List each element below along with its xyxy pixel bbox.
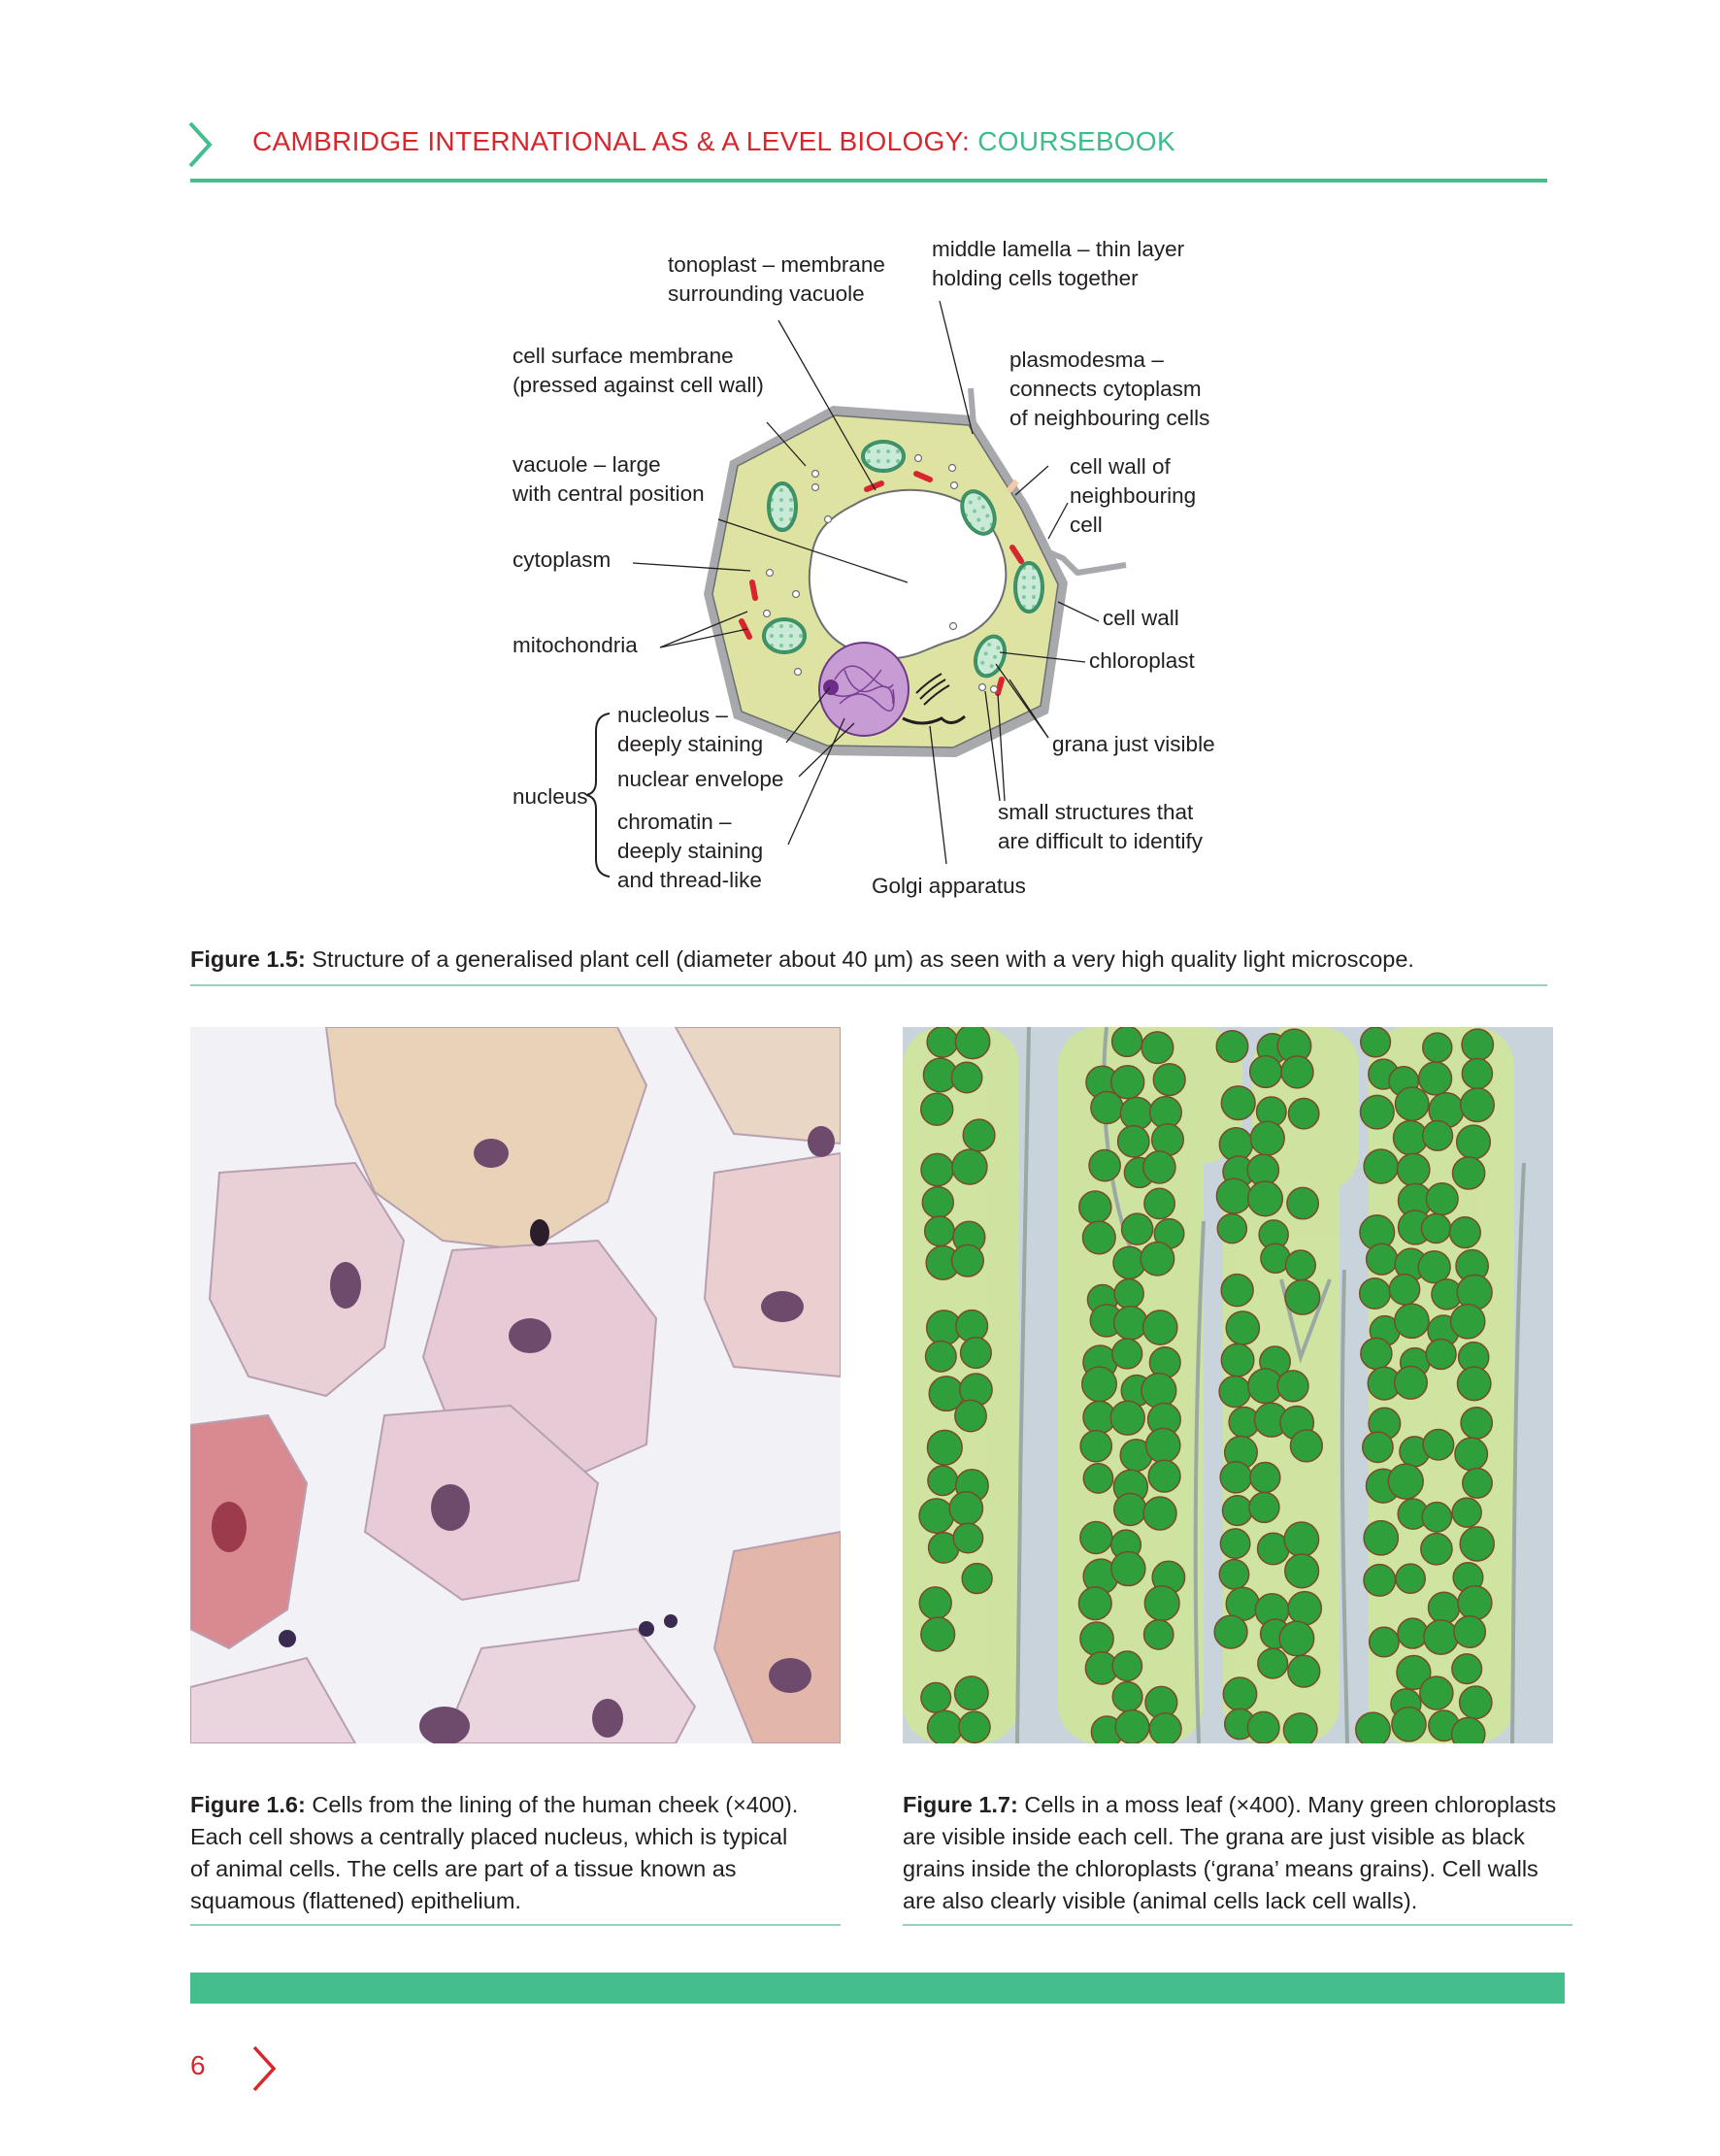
header-title-green: COURSEBOOK bbox=[977, 126, 1175, 156]
chloroplast-grain bbox=[949, 1492, 982, 1525]
chloroplast-grain bbox=[1423, 1429, 1454, 1460]
chloroplast-grain bbox=[951, 1062, 981, 1092]
label-mitochondria: mitochondria bbox=[513, 633, 638, 657]
chloroplast-grain bbox=[928, 1466, 958, 1496]
chloroplast-grain bbox=[1080, 1431, 1111, 1462]
figure-1-6-line: Cells from the lining of the human cheek (×400). bbox=[305, 1792, 799, 1817]
chloroplast-grain bbox=[1396, 1087, 1429, 1120]
label-tonoplast: tonoplast – membrane surrounding vacuole bbox=[668, 252, 885, 306]
chloroplast-grain bbox=[1120, 1097, 1152, 1129]
chloroplast-grain bbox=[1422, 1503, 1451, 1532]
chloroplast-grain bbox=[1220, 1529, 1249, 1558]
chloroplast-grain bbox=[1288, 1098, 1318, 1128]
page-number: 6 bbox=[190, 2050, 206, 2080]
chloroplast-grain bbox=[1141, 1243, 1174, 1276]
caption-rule bbox=[903, 1924, 1572, 1926]
label-nuclear-envelope: nuclear envelope bbox=[617, 767, 784, 791]
figure-1-5-label: Figure 1.5: bbox=[190, 946, 306, 972]
label-small-structures: small structures that are difficult to identify bbox=[998, 800, 1203, 853]
chloroplast-grain bbox=[1452, 1654, 1482, 1684]
chloroplast-grain bbox=[928, 1710, 963, 1743]
chloroplast-grain bbox=[1226, 1311, 1259, 1344]
label-cytoplasm: cytoplasm bbox=[513, 547, 612, 572]
figure-1-6-label: Figure 1.6: bbox=[190, 1792, 306, 1817]
chloroplast-grain bbox=[1146, 1428, 1180, 1462]
chloroplast-grain bbox=[927, 1430, 962, 1465]
chloroplast-grain bbox=[1143, 1497, 1176, 1530]
chloroplast-grain bbox=[961, 1338, 992, 1369]
chloroplast-grain bbox=[919, 1499, 953, 1533]
chloroplast-grain bbox=[955, 1027, 989, 1059]
chloroplast-grain bbox=[1461, 1408, 1492, 1439]
chloroplast-grain bbox=[1420, 1676, 1453, 1709]
label-nucleolus: nucleolus – deeply staining bbox=[617, 703, 764, 756]
chloroplast-grain bbox=[1364, 1149, 1398, 1183]
chloroplast-grain bbox=[1144, 1586, 1179, 1621]
chloroplast-grain bbox=[959, 1711, 990, 1742]
chloroplast-grain bbox=[1288, 1655, 1320, 1687]
chloroplast-grain bbox=[1112, 1651, 1141, 1680]
chloroplast-grain bbox=[1111, 1552, 1145, 1586]
chloroplast-grain bbox=[1247, 1711, 1279, 1743]
chloroplast-grain bbox=[1223, 1677, 1256, 1710]
chloroplast-grain bbox=[1078, 1587, 1111, 1620]
chloroplast-grain bbox=[1452, 1498, 1481, 1527]
chloroplast-grain bbox=[1452, 1157, 1484, 1189]
chloroplast-grain bbox=[953, 1523, 982, 1552]
chloroplast-grain bbox=[1149, 1713, 1181, 1743]
label-grana: grana just visible bbox=[1052, 732, 1215, 756]
chloroplast-grain bbox=[1356, 1712, 1390, 1743]
chloroplast-grain bbox=[1114, 1307, 1147, 1340]
label-middle-lamella: middle lamella – thin layer holding cells together bbox=[932, 237, 1185, 290]
chloroplast-grain bbox=[1216, 1178, 1251, 1213]
chloroplast-grain bbox=[1258, 1648, 1288, 1678]
chloroplast-grain bbox=[1219, 1560, 1248, 1589]
chloroplast-grain bbox=[1143, 1151, 1175, 1183]
chloroplast-grain bbox=[1143, 1310, 1177, 1344]
chloroplast-grain bbox=[1423, 1120, 1453, 1150]
chloroplast-grain bbox=[1363, 1432, 1393, 1462]
chloroplast-grain bbox=[1389, 1275, 1419, 1305]
chloroplast-grain bbox=[952, 1244, 984, 1277]
chloroplast-grain bbox=[1426, 1340, 1456, 1370]
chloroplast-grain bbox=[1395, 1304, 1429, 1338]
chloroplast-grain bbox=[1462, 1029, 1493, 1060]
figure-1-7-label: Figure 1.7: bbox=[903, 1792, 1018, 1817]
chloroplast-grain bbox=[921, 1093, 953, 1125]
chloroplast-grain bbox=[922, 1187, 953, 1218]
chloroplast-grain bbox=[1360, 1095, 1394, 1129]
chloroplast-grain bbox=[1388, 1464, 1423, 1499]
figure-1-7-caption bbox=[903, 1789, 1556, 1917]
figure-1-7-line: Cells in a moss leaf (×400). Many green chloroplasts bbox=[1017, 1792, 1557, 1817]
chloroplast-grain bbox=[1364, 1565, 1396, 1597]
cheek-cells-photo bbox=[190, 1027, 841, 1743]
label-nucleus: nucleus bbox=[513, 784, 588, 809]
chloroplast-grain bbox=[1451, 1305, 1485, 1339]
chloroplast-grain bbox=[1277, 1371, 1308, 1402]
chloroplast-grain bbox=[1457, 1125, 1491, 1159]
nucleus bbox=[819, 643, 909, 736]
chloroplast-grain bbox=[952, 1149, 987, 1184]
chloroplast-grain bbox=[921, 1683, 951, 1713]
chloroplast-grain bbox=[1370, 1627, 1400, 1657]
cheek-cells-image bbox=[190, 1027, 841, 1743]
label-golgi: Golgi apparatus bbox=[872, 874, 1026, 898]
chloroplast-grain bbox=[1398, 1618, 1428, 1648]
chloroplast-grain bbox=[1141, 1374, 1176, 1409]
chloroplast-grain bbox=[1418, 1251, 1450, 1283]
chloroplast-grain bbox=[1112, 1339, 1142, 1369]
chloroplast-grain bbox=[1223, 1496, 1253, 1526]
figure-1-6-caption bbox=[190, 1789, 798, 1917]
chloroplast-grain bbox=[925, 1216, 954, 1245]
label-cell-wall-neighbour: cell wall of neighbouring cell bbox=[1070, 454, 1197, 537]
chloroplast-grain bbox=[1462, 1058, 1492, 1088]
chloroplast-grain bbox=[1250, 1463, 1280, 1493]
moss-leaf-image bbox=[903, 1027, 1553, 1743]
chloroplast-grain bbox=[921, 1617, 955, 1651]
plant-cell-illustration bbox=[0, 0, 1720, 932]
chloroplast-grain bbox=[1083, 1464, 1112, 1493]
figure-1-5-caption bbox=[190, 944, 1414, 976]
chloroplast-grain bbox=[1089, 1150, 1120, 1181]
chloroplast-grain bbox=[1115, 1710, 1149, 1743]
chloroplast-grain bbox=[1424, 1620, 1458, 1654]
chloroplast-grain bbox=[1144, 1188, 1174, 1218]
label-chromatin: chromatin – deeply staining and thread-like bbox=[617, 810, 764, 892]
chloroplast-grain bbox=[1080, 1622, 1113, 1655]
chloroplast-grain bbox=[1454, 1616, 1486, 1648]
chloroplast-grain bbox=[963, 1119, 995, 1151]
chloroplast-grain bbox=[1288, 1592, 1321, 1625]
chloroplast-grain bbox=[1286, 1250, 1316, 1280]
chloroplast-grain bbox=[1219, 1377, 1250, 1408]
chloroplast-grain bbox=[1421, 1534, 1452, 1565]
label-vacuole: vacuole – large with central position bbox=[513, 452, 705, 506]
caption-rule bbox=[190, 984, 1547, 986]
chevron-right-icon bbox=[250, 2044, 278, 2093]
chloroplast-grain bbox=[1460, 1686, 1492, 1718]
chloroplast-grain bbox=[1419, 1062, 1452, 1095]
chloroplast-grain bbox=[955, 1400, 986, 1431]
chloroplast-grain bbox=[1221, 1086, 1255, 1120]
label-chloroplast: chloroplast bbox=[1089, 648, 1195, 673]
chloroplast-grain bbox=[1091, 1091, 1123, 1123]
chloroplast-grain bbox=[1216, 1031, 1248, 1063]
caption-rule bbox=[190, 1924, 841, 1926]
chloroplast-grain bbox=[1080, 1522, 1112, 1554]
chloroplast-grain bbox=[1221, 1275, 1253, 1307]
chloroplast-grain bbox=[1250, 1121, 1284, 1155]
chloroplast-grain bbox=[1283, 1713, 1317, 1743]
chloroplast-grain bbox=[1396, 1564, 1425, 1593]
chloroplast-grain bbox=[1290, 1430, 1322, 1462]
moss-leaf-photo bbox=[903, 1027, 1553, 1743]
figure-1-7-line: are visible inside each cell. The grana are just visible as black bbox=[903, 1824, 1525, 1849]
chloroplast-grain bbox=[1118, 1126, 1149, 1157]
chloroplast-grain bbox=[1214, 1615, 1247, 1648]
chloroplast-grain bbox=[1281, 1056, 1313, 1088]
figure-1-6-line: Each cell shows a centrally placed nucleus, which is typical bbox=[190, 1824, 788, 1849]
chloroplast-grain bbox=[1395, 1367, 1428, 1400]
chloroplast-grain bbox=[1114, 1493, 1146, 1525]
chloroplast-grain bbox=[1279, 1621, 1314, 1656]
chloroplast-grain bbox=[1112, 1682, 1142, 1712]
chloroplast-grain bbox=[1421, 1213, 1450, 1243]
chloroplast-grain bbox=[1460, 1527, 1494, 1561]
chloroplast-grain bbox=[921, 1153, 953, 1185]
chloroplast-grain bbox=[1122, 1213, 1153, 1244]
chloroplast-grain bbox=[1153, 1064, 1185, 1096]
label-plasmodesma: plasmodesma – connects cytoplasm of neighbouring cells bbox=[1009, 348, 1210, 430]
chloroplast-grain bbox=[1361, 1338, 1392, 1369]
label-cell-wall: cell wall bbox=[1103, 606, 1179, 630]
chloroplast-grain bbox=[1110, 1401, 1144, 1435]
header-title-red: CAMBRIDGE INTERNATIONAL AS & A LEVEL BIOLOGY: bbox=[252, 126, 971, 156]
plant-cell-diagram bbox=[0, 0, 1720, 932]
chloroplast-grain bbox=[1144, 1620, 1174, 1649]
chloroplast-grain bbox=[1287, 1187, 1318, 1218]
chloroplast-grain bbox=[1423, 1033, 1452, 1062]
figure-1-6-line: of animal cells. The cells are part of a tissue known as bbox=[190, 1856, 737, 1881]
chloroplast-grain bbox=[1361, 1027, 1391, 1057]
chloroplast-grain bbox=[1082, 1367, 1117, 1402]
chloroplast-grain bbox=[956, 1310, 988, 1343]
chloroplast-grain bbox=[1392, 1708, 1426, 1741]
chloroplast-grain bbox=[1284, 1522, 1318, 1556]
chloroplast-grain bbox=[1082, 1221, 1115, 1254]
chloroplast-grain bbox=[919, 1587, 951, 1619]
chloroplast-grain bbox=[1360, 1278, 1391, 1310]
chloroplast-grain bbox=[1285, 1279, 1320, 1314]
chloroplast-grain bbox=[1397, 1153, 1429, 1185]
figure-1-6-line: squamous (flattened) epithelium. bbox=[190, 1888, 521, 1913]
chloroplast-grain bbox=[1452, 1717, 1485, 1743]
chloroplast-grain bbox=[1426, 1183, 1458, 1215]
chloroplast-grain bbox=[1455, 1438, 1487, 1470]
chloroplast-grain bbox=[1250, 1056, 1282, 1088]
chloroplast-grain bbox=[926, 1341, 957, 1372]
chloroplast-grain bbox=[1248, 1181, 1283, 1216]
chloroplast-grain bbox=[1285, 1554, 1319, 1588]
chloroplast-grain bbox=[927, 1027, 957, 1057]
chloroplast-grain bbox=[1249, 1492, 1279, 1522]
chloroplast-grain bbox=[1148, 1460, 1180, 1492]
chloroplast-grain bbox=[1220, 1462, 1251, 1493]
chloroplast-grain bbox=[1112, 1027, 1142, 1056]
label-cell-surface-membrane: cell surface membrane (pressed against cell wall) bbox=[513, 344, 764, 397]
chloroplast-grain bbox=[1461, 1088, 1495, 1122]
figure-1-7-line: are also clearly visible (animal cells lack cell walls). bbox=[903, 1888, 1418, 1913]
chloroplast-grain bbox=[1114, 1279, 1143, 1309]
chloroplast-grain bbox=[1457, 1367, 1490, 1400]
figure-1-7-line: grains inside the chloroplasts (‘grana’ means grains). Cell walls bbox=[903, 1856, 1538, 1881]
chloroplast-grain bbox=[1463, 1469, 1492, 1498]
chloroplast-grain bbox=[1367, 1244, 1398, 1275]
chloroplast-grain bbox=[1458, 1586, 1492, 1620]
chloroplast-grain bbox=[962, 1564, 992, 1594]
chloroplast-grain bbox=[1141, 1032, 1174, 1064]
chloroplast-grain bbox=[1079, 1191, 1111, 1223]
chloroplast-grain bbox=[1429, 1592, 1460, 1623]
footer-bar bbox=[190, 1973, 1565, 2004]
chloroplast-grain bbox=[1221, 1343, 1253, 1376]
chloroplast-grain bbox=[1449, 1217, 1480, 1248]
chloroplast-grain bbox=[955, 1676, 989, 1710]
chloroplast-grain bbox=[1364, 1521, 1398, 1555]
figure-1-5-text: Structure of a generalised plant cell (diameter about 40 µm) as seen with a very high quality light microscope. bbox=[305, 946, 1414, 972]
chloroplast-grain bbox=[1217, 1214, 1246, 1244]
